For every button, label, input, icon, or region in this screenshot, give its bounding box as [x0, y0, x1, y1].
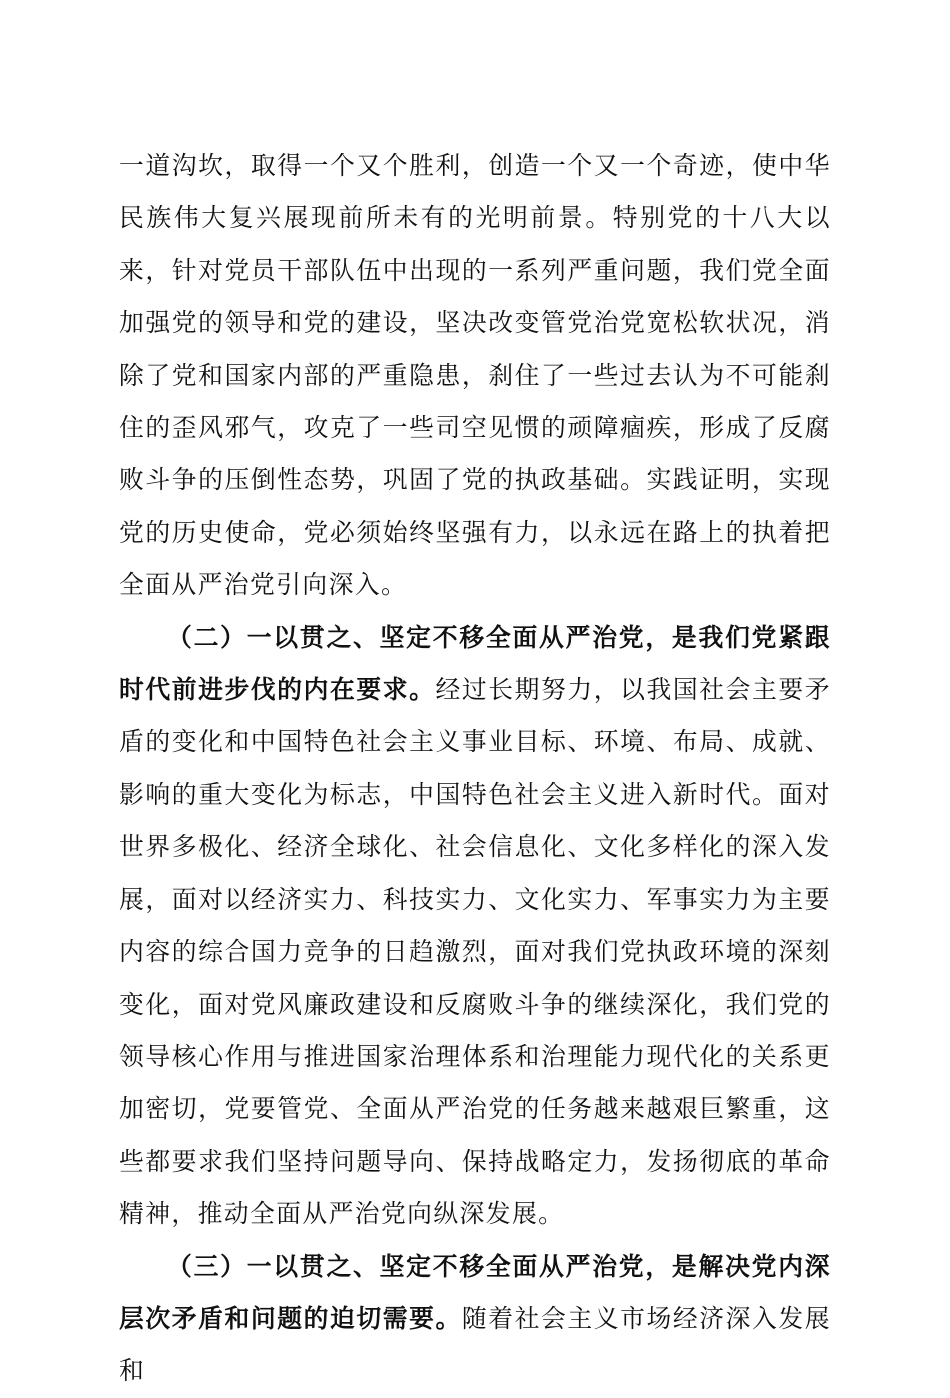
paragraph-section-3 [119, 1241, 831, 1398]
paragraph-section-2 [119, 612, 831, 1241]
paragraph-text: 经过长期努力，以我国社会主要矛盾的变化和中国特色社会主义事业目标、环境、布局、成就、影响的重大变化为标志，中国特色社会主义进入新时代。面对世界多极化、经济全球化、社会信息化、文化多样化的深入发展，面对以经济实力、科技实力、文化实力、军事实力为主要内容的综合国力竞争的日趋激烈，面对我们党执政环境的深刻变化，面对党风廉政建设和反腐败斗争的继续深化，我们党的领导核心作用与推进国家治理体系和治理能力现代化的关系更加密切，党要管党、全面从严治党的任务越来越艰巨繁重，这些都要求我们坚持问题导向、保持战略定力，发扬彻底的革命精神，推动全面从严治党向纵深发展。 [119, 675, 831, 1229]
paragraph-text: 随着社会主义市场经济深入发展和 [119, 1303, 831, 1386]
paragraph-continued [119, 140, 831, 612]
paragraph-text: 一道沟坎，取得一个又个胜利，创造一个又一个奇迹，使中华民族伟大复兴展现前所未有的光明前景。特别党的十八大以来，针对党员干部队伍中出现的一系列严重问题，我们党全面加强党的领导和党的建设，坚决改变管党治党宽松软状况，消除了党和国家内部的严重隐患，刹住了一些过去认为不可能刹住的歪风邪气，攻克了一些司空见惯的顽障痼疾，形成了反腐败斗争的压倒性态势，巩固了党的执政基础。实践证明，实现党的历史使命，党必须始终坚强有力，以永远在路上的执着把全面从严治党引向深入。 [119, 151, 831, 600]
section-3-heading: （三）一以贯之、坚定不移全面从严治党，是解决党内深层次矛盾和问题的迫切需要。 [119, 1251, 831, 1333]
body-text [119, 140, 831, 1398]
section-2-heading: （二）一以贯之、坚定不移全面从严治党，是我们党紧跟时代前进步伐的内在要求。 [119, 622, 831, 705]
